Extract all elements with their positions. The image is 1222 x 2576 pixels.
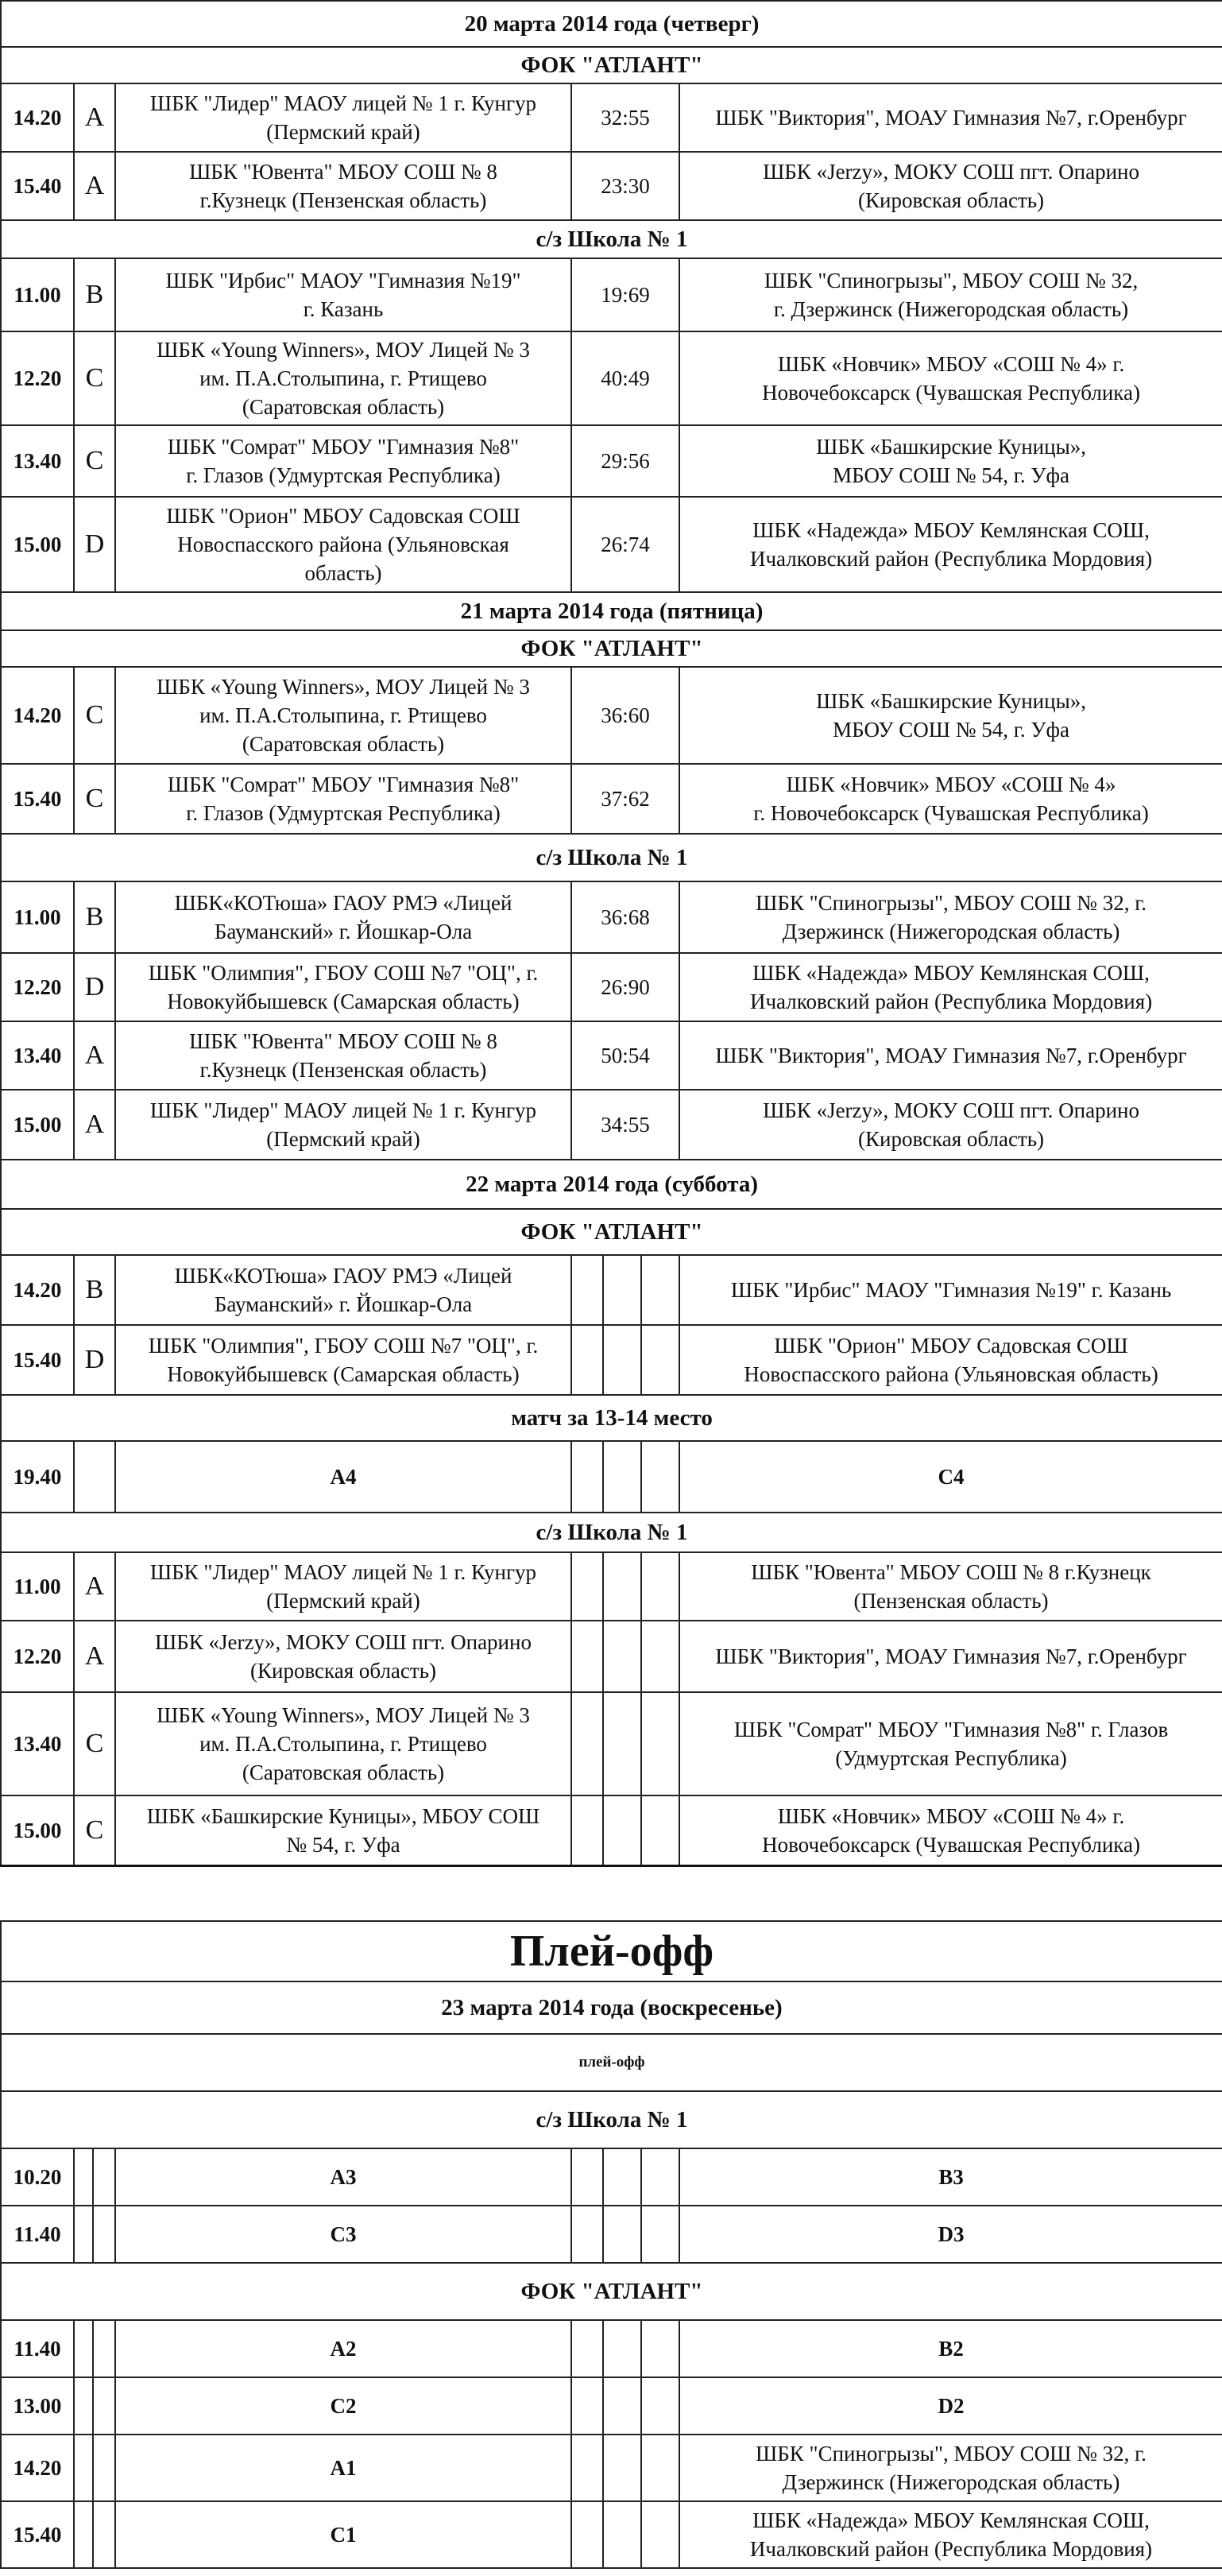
match-time: 14.20 [1, 667, 74, 764]
score-cell [641, 1795, 679, 1865]
match-row [1, 425, 1222, 497]
match-score: 19:69 [571, 258, 679, 331]
score-cell [603, 2148, 641, 2206]
section-header-row [1, 2263, 1222, 2320]
match-row [1, 497, 1222, 592]
match-group: С [74, 764, 115, 834]
match-row [1, 83, 1222, 152]
match-group: D [74, 953, 115, 1021]
home-team: ШБК«КОТюша» ГАОУ РМЭ «Лицей Бауманский» г. Йошкар-Ола [115, 1255, 571, 1325]
match-score: 32:55 [571, 83, 679, 152]
placeholder-match-row [1, 2377, 1222, 2435]
match-score: 37:62 [571, 764, 679, 834]
section-header: 23 марта 2014 года (воскресенье) [1, 1981, 1222, 2034]
home-team: ШБК "Олимпия", ГБОУ СОШ №7 "ОЦ", г. Новокуйбышевск (Самарская область) [115, 1325, 571, 1395]
match-group [74, 2435, 93, 2501]
score-cell [603, 2435, 641, 2501]
away-team: ШБК «Новчик» МБОУ «СОШ № 4» г. Новочебоксарск (Чувашская Республика) [679, 331, 1222, 425]
match-row [1, 331, 1222, 425]
score-cell [641, 2148, 679, 2206]
match-time: 15.40 [1, 2501, 74, 2568]
match-time: 15.40 [1, 764, 74, 834]
score-cell [571, 1255, 603, 1325]
score-cell [641, 2320, 679, 2377]
match-row [1, 1090, 1222, 1160]
home-team: ШБК "Лидер" МАОУ лицей № 1 г. Кунгур (Пермский край) [115, 83, 571, 152]
score-cell [603, 1441, 641, 1513]
match-row [1, 1255, 1222, 1325]
away-team: ШБК "Ювента" МБОУ СОШ № 8 г.Кузнецк (Пензенская область) [679, 1552, 1222, 1621]
match-time: 12.20 [1, 331, 74, 425]
away-team: D2 [679, 2377, 1222, 2435]
match-time: 11.40 [1, 2206, 74, 2263]
match-score: 40:49 [571, 331, 679, 425]
match-row [1, 1325, 1222, 1395]
match-group: А [74, 1621, 115, 1692]
section-header-row [1, 1921, 1222, 1981]
match-group [74, 2501, 93, 2568]
section-header: ФОК "АТЛАНТ" [1, 630, 1222, 667]
home-team: ШБК "Олимпия", ГБОУ СОШ №7 "ОЦ", г. Новокуйбышевск (Самарская область) [115, 953, 571, 1021]
home-team: А1 [115, 2435, 571, 2501]
match-group [74, 2320, 93, 2377]
match-row [1, 1021, 1222, 1090]
away-team: ШБК «Новчик» МБОУ «СОШ № 4» г. Новочебоксарск (Чувашская Республика) [679, 1795, 1222, 1865]
away-team: ШБК "Орион" МБОУ Садовская СОШ Новоспасского района (Ульяновская область) [679, 1325, 1222, 1395]
away-team: ШБК "Спиногрызы", МБОУ СОШ № 32, г. Дзержинск (Нижегородская область) [679, 881, 1222, 953]
score-cell [641, 2435, 679, 2501]
score-cell [603, 1692, 641, 1795]
match-group: А [74, 1552, 115, 1621]
away-team: ШБК "Виктория", МОАУ Гимназия №7, г.Оренбург [679, 83, 1222, 152]
match-row [1, 258, 1222, 331]
match-time: 13.40 [1, 1692, 74, 1795]
match-row [1, 152, 1222, 220]
home-team: ШБК "Лидер" МАОУ лицей № 1 г. Кунгур (Пермский край) [115, 1552, 571, 1621]
match-time: 15.00 [1, 1090, 74, 1160]
score-cell [571, 2377, 603, 2435]
home-team: ШБК "Ювента" МБОУ СОШ № 8 г.Кузнецк (Пензенская область) [115, 152, 571, 220]
section-header: 22 марта 2014 года (суббота) [1, 1160, 1222, 1209]
away-team: ШБК «Надежда» МБОУ Кемлянская СОШ, Ичалковский район (Республика Мордовия) [679, 953, 1222, 1021]
score-cell [603, 1325, 641, 1395]
section-header-row [1, 47, 1222, 83]
section-header: матч за 13-14 место [1, 1395, 1222, 1441]
score-cell [571, 1552, 603, 1621]
match-group [74, 2206, 93, 2263]
match-time: 15.40 [1, 152, 74, 220]
match-group: А [74, 1021, 115, 1090]
placeholder-match-row [1, 1441, 1222, 1513]
match-time: 15.00 [1, 497, 74, 592]
match-time: 15.00 [1, 1795, 74, 1865]
away-team: D3 [679, 2206, 1222, 2263]
section-header: ФОК "АТЛАНТ" [1, 2263, 1222, 2320]
score-cell [571, 1795, 603, 1865]
home-team: ШБК «Young Winners», МОУ Лицей № 3 им. П.А.Столыпина, г. Ртищево (Саратовская область) [115, 1692, 571, 1795]
match-row [1, 1692, 1222, 1795]
match-group: В [74, 258, 115, 331]
playoff-table [0, 1920, 1222, 2569]
match-time: 11.00 [1, 1552, 74, 1621]
match-time: 13.00 [1, 2377, 74, 2435]
score-cell [641, 1255, 679, 1325]
away-team: ШБК «Надежда» МБОУ Кемлянская СОШ, Ичалковский район (Республика Мордовия) [679, 2501, 1222, 2568]
match-time: 11.40 [1, 2320, 74, 2377]
score-cell [641, 1325, 679, 1395]
score-cell [603, 2206, 641, 2263]
score-cell [641, 1552, 679, 1621]
score-cell [603, 1552, 641, 1621]
match-group: С [74, 667, 115, 764]
placeholder-match-row [1, 2206, 1222, 2263]
section-header: с/з Школа № 1 [1, 220, 1222, 258]
score-cell [641, 1441, 679, 1513]
home-team: А4 [115, 1441, 571, 1513]
home-team: ШБК "Орион" МБОУ Садовская СОШ Новоспасского района (Ульяновская область) [115, 497, 571, 592]
placeholder-match-row [1, 2501, 1222, 2568]
home-team: ШБК«КОТюша» ГАОУ РМЭ «Лицей Бауманский» г. Йошкар-Ола [115, 881, 571, 953]
section-header-row [1, 1395, 1222, 1441]
section-header: ФОК "АТЛАНТ" [1, 1209, 1222, 1255]
score-cell [603, 1255, 641, 1325]
section-header-row [1, 834, 1222, 881]
away-team: ШБК «Jerzy», МОКУ СОШ пгт. Опарино (Кировская область) [679, 1090, 1222, 1160]
section-header-row [1, 1160, 1222, 1209]
home-team: ШБК «Башкирские Куницы», МБОУ СОШ № 54, г. Уфа [115, 1795, 571, 1865]
score-cell [571, 1325, 603, 1395]
home-team: С1 [115, 2501, 571, 2568]
match-score: 29:56 [571, 425, 679, 497]
match-group: С [74, 331, 115, 425]
section-header-row [1, 1513, 1222, 1552]
match-group: В [74, 1255, 115, 1325]
score-cell [603, 2377, 641, 2435]
match-row [1, 764, 1222, 834]
match-group: А [74, 1090, 115, 1160]
score-cell [641, 2377, 679, 2435]
home-team: ШБК «Jerzy», МОКУ СОШ пгт. Опарино (Кировская область) [115, 1621, 571, 1692]
match-score: 23:30 [571, 152, 679, 220]
match-group: А [74, 83, 115, 152]
score-cell [603, 1795, 641, 1865]
section-header-row [1, 220, 1222, 258]
match-group: В [74, 881, 115, 953]
score-cell [571, 2148, 603, 2206]
match-group: С [74, 1795, 115, 1865]
away-team: ШБК "Виктория", МОАУ Гимназия №7, г.Оренбург [679, 1621, 1222, 1692]
empty-cell [93, 2501, 115, 2568]
match-time: 14.20 [1, 83, 74, 152]
home-team: ШБК "Ирбис" МАОУ "Гимназия №19" г. Казань [115, 258, 571, 331]
home-team: ШБК "Ювента" МБОУ СОШ № 8 г.Кузнецк (Пензенская область) [115, 1021, 571, 1090]
placeholder-match-row [1, 2148, 1222, 2206]
home-team: А2 [115, 2320, 571, 2377]
section-header: с/з Школа № 1 [1, 2091, 1222, 2148]
score-cell [603, 2501, 641, 2568]
match-score: 36:60 [571, 667, 679, 764]
match-time: 12.20 [1, 953, 74, 1021]
away-team: ШБК "Ирбис" МАОУ "Гимназия №19" г. Казань [679, 1255, 1222, 1325]
score-cell [571, 1621, 603, 1692]
away-team: В2 [679, 2320, 1222, 2377]
away-team: ШБК "Спиногрызы", МБОУ СОШ № 32, г. Дзержинск (Нижегородская область) [679, 258, 1222, 331]
score-cell [571, 1692, 603, 1795]
empty-cell [93, 2377, 115, 2435]
away-team: В3 [679, 2148, 1222, 2206]
section-header: плей-офф [1, 2034, 1222, 2091]
score-cell [641, 2501, 679, 2568]
match-score: 26:90 [571, 953, 679, 1021]
home-team: ШБК "Лидер" МАОУ лицей № 1 г. Кунгур (Пермский край) [115, 1090, 571, 1160]
score-cell [641, 2206, 679, 2263]
match-group: D [74, 1325, 115, 1395]
score-cell [571, 2320, 603, 2377]
match-time: 14.20 [1, 1255, 74, 1325]
empty-cell [93, 2148, 115, 2206]
away-team: ШБК «Башкирские Куницы», МБОУ СОШ № 54, г. Уфа [679, 667, 1222, 764]
empty-cell [93, 2206, 115, 2263]
away-team: С4 [679, 1441, 1222, 1513]
section-header: ФОК "АТЛАНТ" [1, 47, 1222, 83]
match-group: D [74, 497, 115, 592]
away-team: ШБК «Новчик» МБОУ «СОШ № 4» г. Новочебоксарск (Чувашская Республика) [679, 764, 1222, 834]
match-time: 13.40 [1, 1021, 74, 1090]
match-row [1, 1552, 1222, 1621]
section-header-row [1, 1209, 1222, 1255]
match-group [74, 1441, 115, 1513]
match-row [1, 1795, 1222, 1865]
match-score: 34:55 [571, 1090, 679, 1160]
section-header-row [1, 1, 1222, 47]
away-team: ШБК «Башкирские Куницы», МБОУ СОШ № 54, г. Уфа [679, 425, 1222, 497]
match-time: 10.20 [1, 2148, 74, 2206]
match-time: 11.00 [1, 258, 74, 331]
match-time: 14.20 [1, 2435, 74, 2501]
match-row [1, 881, 1222, 953]
match-score: 36:68 [571, 881, 679, 953]
section-header-row [1, 2091, 1222, 2148]
away-team: ШБК "Виктория", МОАУ Гимназия №7, г.Оренбург [679, 1021, 1222, 1090]
match-row [1, 667, 1222, 764]
match-row [1, 953, 1222, 1021]
section-header-row [1, 2034, 1222, 2091]
home-team: ШБК "Сомрат" МБОУ "Гимназия №8" г. Глазов (Удмуртская Республика) [115, 764, 571, 834]
home-team: А3 [115, 2148, 571, 2206]
match-time: 19.40 [1, 1441, 74, 1513]
match-group [74, 2377, 93, 2435]
placeholder-match-row [1, 2435, 1222, 2501]
match-time: 11.00 [1, 881, 74, 953]
score-cell [603, 2320, 641, 2377]
score-cell [641, 1692, 679, 1795]
match-time: 15.40 [1, 1325, 74, 1395]
score-cell [571, 1441, 603, 1513]
section-header: 20 марта 2014 года (четверг) [1, 1, 1222, 47]
home-team: ШБК «Young Winners», МОУ Лицей № 3 им. П.А.Столыпина, г. Ртищево (Саратовская область) [115, 667, 571, 764]
match-time: 12.20 [1, 1621, 74, 1692]
section-header: с/з Школа № 1 [1, 834, 1222, 881]
section-header-row [1, 1981, 1222, 2034]
score-cell [603, 1621, 641, 1692]
score-cell [571, 2435, 603, 2501]
score-cell [571, 2206, 603, 2263]
section-header: 21 марта 2014 года (пятница) [1, 592, 1222, 630]
match-score: 26:74 [571, 497, 679, 592]
away-team: ШБК «Jerzy», МОКУ СОШ пгт. Опарино (Кировская область) [679, 152, 1222, 220]
match-score: 50:54 [571, 1021, 679, 1090]
placeholder-match-row [1, 2320, 1222, 2377]
match-time: 13.40 [1, 425, 74, 497]
empty-cell [93, 2320, 115, 2377]
home-team: С2 [115, 2377, 571, 2435]
match-group: С [74, 1692, 115, 1795]
home-team: ШБК "Сомрат" МБОУ "Гимназия №8" г. Глазов (Удмуртская Республика) [115, 425, 571, 497]
section-header-row [1, 630, 1222, 667]
away-team: ШБК «Надежда» МБОУ Кемлянская СОШ, Ичалковский район (Республика Мордовия) [679, 497, 1222, 592]
match-row [1, 1621, 1222, 1692]
away-team: ШБК "Спиногрызы", МБОУ СОШ № 32, г. Дзержинск (Нижегородская область) [679, 2435, 1222, 2501]
section-header: Плей-офф [1, 1921, 1222, 1981]
home-team: ШБК «Young Winners», МОУ Лицей № 3 им. П.А.Столыпина, г. Ртищево (Саратовская область) [115, 331, 571, 425]
match-group [74, 2148, 93, 2206]
home-team: С3 [115, 2206, 571, 2263]
away-team: ШБК "Сомрат" МБОУ "Гимназия №8" г. Глазов (Удмуртская Республика) [679, 1692, 1222, 1795]
score-cell [571, 2501, 603, 2568]
section-header: с/з Школа № 1 [1, 1513, 1222, 1552]
section-header-row [1, 592, 1222, 630]
score-cell [641, 1621, 679, 1692]
match-group: А [74, 152, 115, 220]
match-group: С [74, 425, 115, 497]
empty-cell [93, 2435, 115, 2501]
